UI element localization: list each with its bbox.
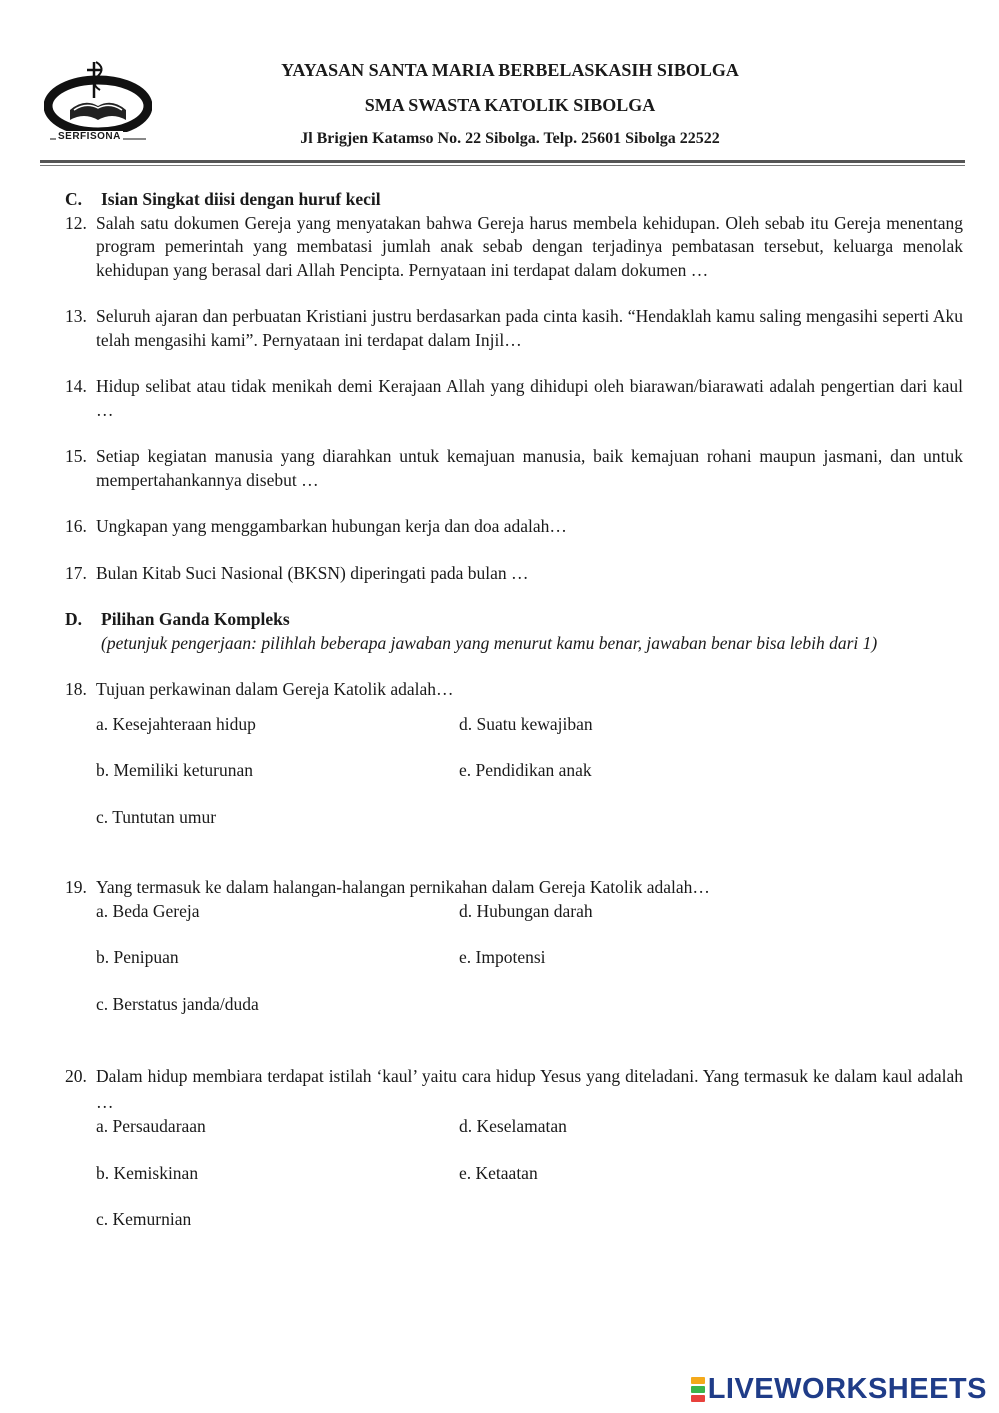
question-20: 20. Dalam hidup membiara terdapat istilah ‘kaul’ yaitu cara hidup Yesus yang diteladani. Yang termasuk ke dalam kaul adalah … <box>65 1063 963 1115</box>
option-a[interactable]: a. Kesejahteraan hidup <box>96 713 256 734</box>
section-d-letter: D. <box>65 609 83 629</box>
school-logo <box>44 58 152 148</box>
foundation-name: YAYASAN SANTA MARIA BERBELASKASIH SIBOLGA <box>281 60 739 80</box>
logo-caption: SERFISONA <box>58 131 121 142</box>
section-c-heading <box>65 188 963 212</box>
school-address: Jl Brigjen Katamso No. 22 Sibolga. Telp. 25601 Sibolga 22522 <box>300 130 720 147</box>
question-19-text: Yang termasuk ke dalam halangan-halangan pernikahan dalam Gereja Katolik adalah… <box>96 877 710 897</box>
header-rule-thin <box>40 165 965 166</box>
option-b[interactable]: b. Kemiskinan <box>96 1162 199 1183</box>
question-12-text: Salah satu dokumen Gereja yang menyatakan bahwa Gereja harus membela kehidupan. Oleh sebab itu Gereja menentang program pemerintah yang membatasi jumlah anak sebab dengan terjadinya pembatasan tersebut, keluarga menolak kehidupan yang berasal dari Allah Pencipta. Pernyataan ini terdapat dalam dokumen … <box>96 212 963 280</box>
worksheet-content <box>65 188 963 1232</box>
watermark-text: LIVEWORKSHEETS <box>707 1373 987 1405</box>
question-16-text: Ungkapan yang menggambarkan hubungan kerja dan doa adalah… <box>96 516 567 536</box>
liveworksheets-logo-icon <box>691 1377 705 1402</box>
option-d[interactable]: d. Keselamatan <box>459 1116 567 1136</box>
question-20-options <box>65 1115 963 1232</box>
question-15: 15. Setiap kegiatan manusia yang diarahkan untuk kemajuan manusia, baik kemajuan rohani maupun jasmani, dan untuk mempertahankannya disebut … <box>65 445 963 492</box>
header-rule-thick <box>40 160 965 163</box>
school-name: SMA SWASTA KATOLIK SIBOLGA <box>364 95 656 115</box>
question-12: 12. Salah satu dokumen Gereja yang menyatakan bahwa Gereja harus membela kehidupan. Oleh sebab itu Gereja menentang program pemerintah yang membatasi jumlah anak sebab dengan terjadinya pembatasan tersebut, keluarga menolak kehidupan yang berasal dari Allah Pencipta. Pernyataan ini terdapat dalam dokumen … <box>65 212 963 283</box>
question-17: 17. Bulan Kitab Suci Nasional (BKSN) diperingati pada bulan … <box>65 562 963 586</box>
option-b[interactable]: b. Penipuan <box>96 947 179 967</box>
option-a[interactable]: a. Beda Gereja <box>96 900 200 921</box>
section-d-title: Pilihan Ganda Kompleks <box>101 609 290 629</box>
option-c[interactable]: c. Berstatus janda/duda <box>96 993 259 1014</box>
question-19-options <box>65 900 963 1017</box>
option-e[interactable]: e. Pendidikan anak <box>459 760 592 780</box>
option-e[interactable]: e. Ketaatan <box>459 1162 538 1183</box>
option-b[interactable]: b. Memiliki keturunan <box>96 760 253 780</box>
section-d-instructions: (petunjuk pengerjaan: pilihlah beberapa jawaban yang menurut kamu benar, jawaban benar bisa lebih dari 1) <box>101 632 878 653</box>
section-c-letter: C. <box>65 189 83 209</box>
question-16: 16. Ungkapan yang menggambarkan hubungan kerja dan doa adalah… <box>65 515 963 539</box>
question-14-text: Hidup selibat atau tidak menikah demi Kerajaan Allah yang dihidupi oleh biarawan/biarawati adalah pengertian dari kaul … <box>96 376 963 420</box>
question-14: 14. Hidup selibat atau tidak menikah demi Kerajaan Allah yang dihidupi oleh biarawan/biarawati adalah pengertian dari kaul … <box>65 375 963 422</box>
option-d[interactable]: d. Hubungan darah <box>459 900 593 921</box>
question-19: 19. Yang termasuk ke dalam halangan-halangan pernikahan dalam Gereja Katolik adalah… <box>65 876 963 900</box>
option-d[interactable]: d. Suatu kewajiban <box>459 713 593 734</box>
section-d-heading <box>65 608 963 632</box>
question-20-text: Dalam hidup membiara terdapat istilah ‘kaul’ yaitu cara hidup Yesus yang diteladani. Yang termasuk ke dalam kaul adalah … <box>96 1066 963 1112</box>
question-13: 13. Seluruh ajaran dan perbuatan Kristiani justru berdasarkan pada cinta kasih. “Hendaklah kamu saling mengasihi seperti Aku telah mengasihi kami”. Pernyataan ini terdapat dalam Injil… <box>65 305 963 352</box>
option-c[interactable]: c. Kemurnian <box>96 1209 192 1229</box>
question-18-options <box>65 713 963 830</box>
question-18: 18. Tujuan perkawinan dalam Gereja Katolik adalah… <box>65 678 963 702</box>
section-c-title: Isian Singkat diisi dengan huruf kecil <box>101 189 381 209</box>
option-a[interactable]: a. Persaudaraan <box>96 1116 206 1136</box>
question-18-text: Tujuan perkawinan dalam Gereja Katolik adalah… <box>96 679 454 699</box>
option-e[interactable]: e. Impotensi <box>459 947 546 967</box>
question-13-text: Seluruh ajaran dan perbuatan Kristiani justru berdasarkan pada cinta kasih. “Hendaklah kamu saling mengasihi seperti Aku telah mengasihi kami”. Pernyataan ini terdapat dalam Injil… <box>96 306 963 350</box>
option-c[interactable]: c. Tuntutan umur <box>96 806 217 827</box>
question-15-text: Setiap kegiatan manusia yang diarahkan untuk kemajuan manusia, baik kemajuan rohani maupun jasmani, dan untuk mempertahankannya disebut … <box>96 446 963 490</box>
liveworksheets-watermark <box>691 1373 987 1406</box>
question-17-text: Bulan Kitab Suci Nasional (BKSN) diperingati pada bulan … <box>96 562 529 583</box>
